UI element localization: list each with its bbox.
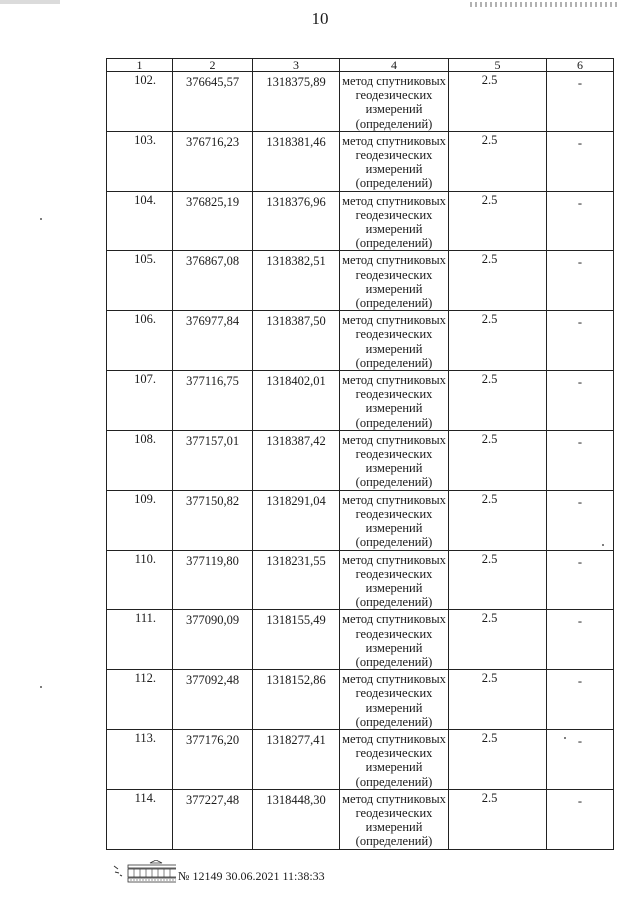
coordinate-y: 1318448,30 — [253, 789, 340, 849]
row-number: 108. — [107, 430, 173, 490]
coordinate-y: 1318231,55 — [253, 550, 340, 610]
accuracy-value: 2.5 — [449, 131, 547, 191]
determination-method: метод спутниковых геодезических измерений (определений) — [340, 430, 449, 490]
note-value: - — [547, 371, 614, 431]
column-header: 4 — [340, 59, 449, 72]
column-header: 2 — [173, 59, 253, 72]
table-row — [107, 251, 614, 311]
row-number: 103. — [107, 131, 173, 191]
coordinate-x: 377176,20 — [173, 729, 253, 789]
coordinate-x: 377116,75 — [173, 371, 253, 431]
column-header: 6 — [547, 59, 614, 72]
note-value: - — [547, 430, 614, 490]
table-row — [107, 72, 614, 132]
determination-method: метод спутниковых геодезических измерений (определений) — [340, 311, 449, 371]
table-header-row — [107, 59, 614, 72]
determination-method: метод спутниковых геодезических измерений (определений) — [340, 131, 449, 191]
table-row — [107, 610, 614, 670]
scan-speck — [40, 686, 42, 688]
accuracy-value: 2.5 — [449, 311, 547, 371]
coordinate-y: 1318381,46 — [253, 131, 340, 191]
column-header: 3 — [253, 59, 340, 72]
accuracy-value: 2.5 — [449, 670, 547, 730]
row-number: 104. — [107, 191, 173, 251]
scan-artifact — [470, 2, 620, 7]
row-number: 105. — [107, 251, 173, 311]
row-number: 113. — [107, 729, 173, 789]
coordinate-y: 1318376,96 — [253, 191, 340, 251]
note-value: - — [547, 550, 614, 610]
accuracy-value: 2.5 — [449, 729, 547, 789]
coordinate-y: 1318382,51 — [253, 251, 340, 311]
coordinate-y: 1318277,41 — [253, 729, 340, 789]
accuracy-value: 2.5 — [449, 371, 547, 431]
row-number: 114. — [107, 789, 173, 849]
coordinate-x: 377227,48 — [173, 789, 253, 849]
scan-artifact — [0, 0, 60, 4]
coordinate-y: 1318387,50 — [253, 311, 340, 371]
coordinate-x: 376825,19 — [173, 191, 253, 251]
coordinate-y: 1318155,49 — [253, 610, 340, 670]
scan-speck — [602, 544, 604, 546]
determination-method: метод спутниковых геодезических измерений (определений) — [340, 729, 449, 789]
accuracy-value: 2.5 — [449, 72, 547, 132]
accuracy-value: 2.5 — [449, 191, 547, 251]
table-row — [107, 371, 614, 431]
table-row — [107, 191, 614, 251]
accuracy-value: 2.5 — [449, 430, 547, 490]
coordinates-table — [106, 58, 614, 850]
coordinate-y: 1318387,42 — [253, 430, 340, 490]
accuracy-value: 2.5 — [449, 490, 547, 550]
coordinate-x: 376867,08 — [173, 251, 253, 311]
accuracy-value: 2.5 — [449, 550, 547, 610]
note-value: - — [547, 610, 614, 670]
note-value: - — [547, 72, 614, 132]
accuracy-value: 2.5 — [449, 610, 547, 670]
accuracy-value: 2.5 — [449, 251, 547, 311]
table-row — [107, 550, 614, 610]
determination-method: метод спутниковых геодезических измерений (определений) — [340, 371, 449, 431]
coordinate-y: 1318402,01 — [253, 371, 340, 431]
table-row — [107, 729, 614, 789]
table-row — [107, 131, 614, 191]
row-number: 112. — [107, 670, 173, 730]
document-footer — [100, 860, 460, 890]
coordinate-x: 376977,84 — [173, 311, 253, 371]
coordinate-x: 377119,80 — [173, 550, 253, 610]
determination-method: метод спутниковых геодезических измерений (определений) — [340, 72, 449, 132]
coordinate-x: 376716,23 — [173, 131, 253, 191]
determination-method: метод спутниковых геодезических измерений (определений) — [340, 670, 449, 730]
table-row — [107, 670, 614, 730]
column-header: 5 — [449, 59, 547, 72]
determination-method: метод спутниковых геодезических измерений (определений) — [340, 191, 449, 251]
scan-speck — [40, 218, 42, 220]
note-value: - — [547, 670, 614, 730]
coordinate-y: 1318291,04 — [253, 490, 340, 550]
coordinate-y: 1318375,89 — [253, 72, 340, 132]
table-row — [107, 311, 614, 371]
coordinate-y: 1318152,86 — [253, 670, 340, 730]
coordinate-x: 377157,01 — [173, 430, 253, 490]
government-building-stamp-icon — [112, 860, 176, 884]
note-value: - — [547, 490, 614, 550]
note-value: - — [547, 251, 614, 311]
determination-method: метод спутниковых геодезических измерений (определений) — [340, 610, 449, 670]
page-number: 10 — [311, 9, 329, 28]
coordinate-x: 377090,09 — [173, 610, 253, 670]
table-row — [107, 789, 614, 849]
note-value: - — [547, 729, 614, 789]
table-row — [107, 490, 614, 550]
column-header: 1 — [107, 59, 173, 72]
row-number: 102. — [107, 72, 173, 132]
note-value: - — [547, 789, 614, 849]
row-number: 110. — [107, 550, 173, 610]
table-row — [107, 430, 614, 490]
scan-speck — [564, 737, 566, 739]
determination-method: метод спутниковых геодезических измерений (определений) — [340, 789, 449, 849]
determination-method: метод спутниковых геодезических измерений (определений) — [340, 490, 449, 550]
row-number: 107. — [107, 371, 173, 431]
determination-method: метод спутниковых геодезических измерений (определений) — [340, 251, 449, 311]
note-value: - — [547, 311, 614, 371]
note-value: - — [547, 191, 614, 251]
row-number: 111. — [107, 610, 173, 670]
coordinate-x: 376645,57 — [173, 72, 253, 132]
row-number: 106. — [107, 311, 173, 371]
determination-method: метод спутниковых геодезических измерений (определений) — [340, 550, 449, 610]
accuracy-value: 2.5 — [449, 789, 547, 849]
row-number: 109. — [107, 490, 173, 550]
coordinate-x: 377092,48 — [173, 670, 253, 730]
registration-stamp: № 12149 30.06.2021 11:38:33 — [178, 869, 325, 883]
coordinate-x: 377150,82 — [173, 490, 253, 550]
note-value: - — [547, 131, 614, 191]
